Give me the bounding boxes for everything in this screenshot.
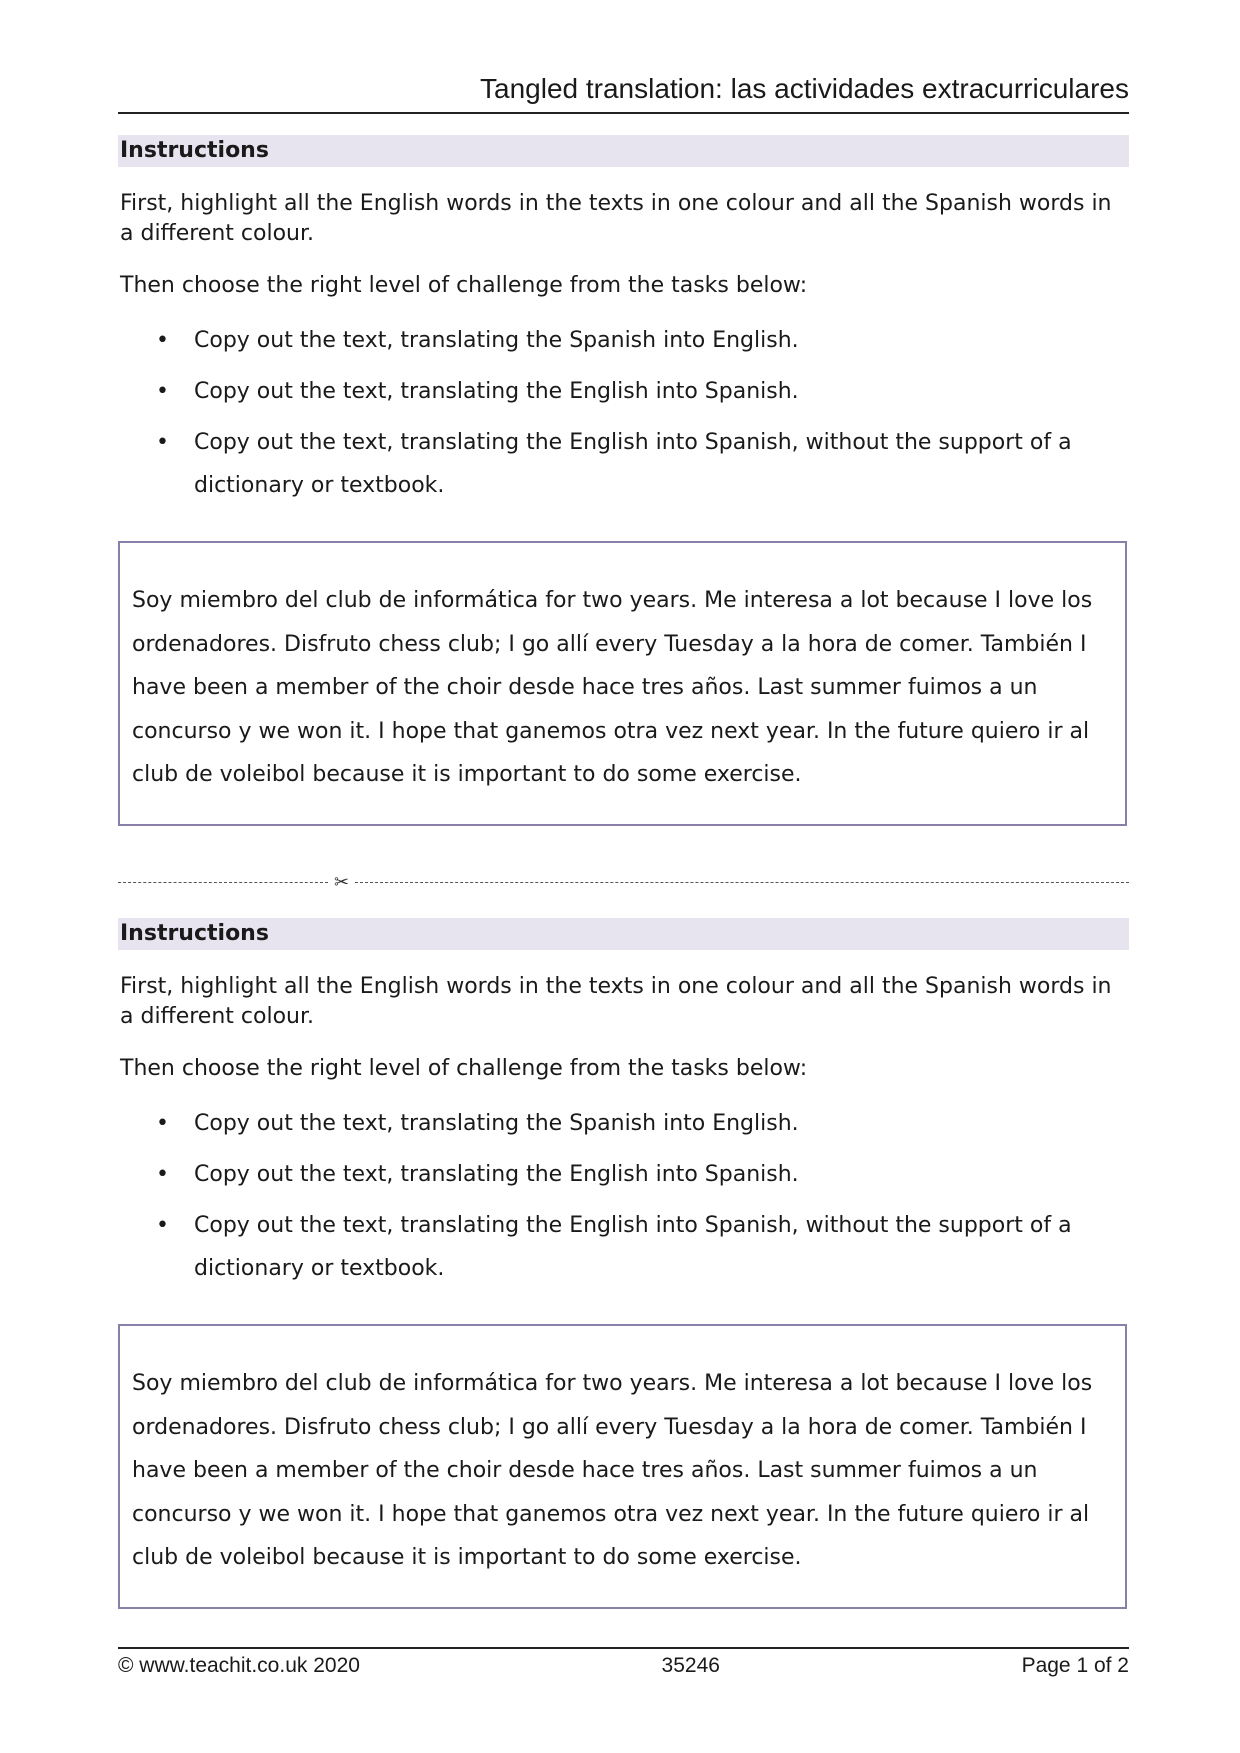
instructions-intro: First, highlight all the English words in the texts in one colour and all the Spanish words in a different colour. [120, 191, 1112, 246]
translation-text-box [118, 541, 1127, 826]
instructions-heading: Instructions [118, 135, 1129, 167]
page-footer [118, 1647, 1129, 1679]
bullet-icon: • [156, 379, 169, 404]
instructions-choose: Then choose the right level of challenge from the tasks below: [120, 273, 808, 298]
cut-line [118, 870, 1129, 894]
footer-page-number: Page 1 of 2 [1021, 1654, 1129, 1677]
task-item: • Copy out the text, translating the English into Spanish. [118, 1153, 1129, 1196]
task-item: • Copy out the text, translating the Spanish into English. [118, 1102, 1129, 1145]
footer-copyright: © www.teachit.co.uk 2020 [118, 1654, 360, 1677]
translation-text: Soy miembro del club de informática for two years. Me interesa a lot because I love los ordenadores. Disfruto chess club; I go allí every Tuesday a la hora de comer. También I have been a member of the choir desde hace tres años. Last summer fuimos a un concurso y we won it. I hope that ganemos otra vez next year. In the future quiero ir al club de voleibol because it is important to do some exercise. [132, 1371, 1093, 1570]
page-title: Tangled translation: las actividades extracurriculares [118, 72, 1129, 114]
task-item: • Copy out the text, translating the English into Spanish. [118, 370, 1129, 413]
footer-code: 35246 [661, 1654, 720, 1677]
task-list [118, 319, 1129, 507]
cut-dash [118, 882, 328, 883]
bullet-icon: • [156, 430, 169, 455]
task-item: • Copy out the text, translating the English into Spanish, without the support of a dictionary or textbook. [118, 1204, 1129, 1290]
bullet-icon: • [156, 1162, 169, 1187]
task-item: • Copy out the text, translating the English into Spanish, without the support of a dictionary or textbook. [118, 421, 1129, 507]
instructions-choose: Then choose the right level of challenge from the tasks below: [120, 1056, 808, 1081]
task-item: • Copy out the text, translating the Spanish into English. [118, 319, 1129, 362]
scissors-icon: ✂ [334, 871, 350, 893]
translation-text-box [118, 1324, 1127, 1609]
cut-dash [355, 882, 1129, 883]
instructions-heading: Instructions [118, 918, 1129, 950]
bullet-icon: • [156, 1213, 169, 1238]
bullet-icon: • [156, 328, 169, 353]
instructions-intro: First, highlight all the English words in the texts in one colour and all the Spanish words in a different colour. [120, 974, 1112, 1029]
bullet-icon: • [156, 1111, 169, 1136]
translation-text: Soy miembro del club de informática for two years. Me interesa a lot because I love los ordenadores. Disfruto chess club; I go allí every Tuesday a la hora de comer. También I have been a member of the choir desde hace tres años. Last summer fuimos a un concurso y we won it. I hope that ganemos otra vez next year. In the future quiero ir al club de voleibol because it is important to do some exercise. [132, 588, 1093, 787]
task-list [118, 1102, 1129, 1290]
instructions-section-1 [118, 135, 1129, 515]
instructions-section-2 [118, 918, 1129, 1298]
